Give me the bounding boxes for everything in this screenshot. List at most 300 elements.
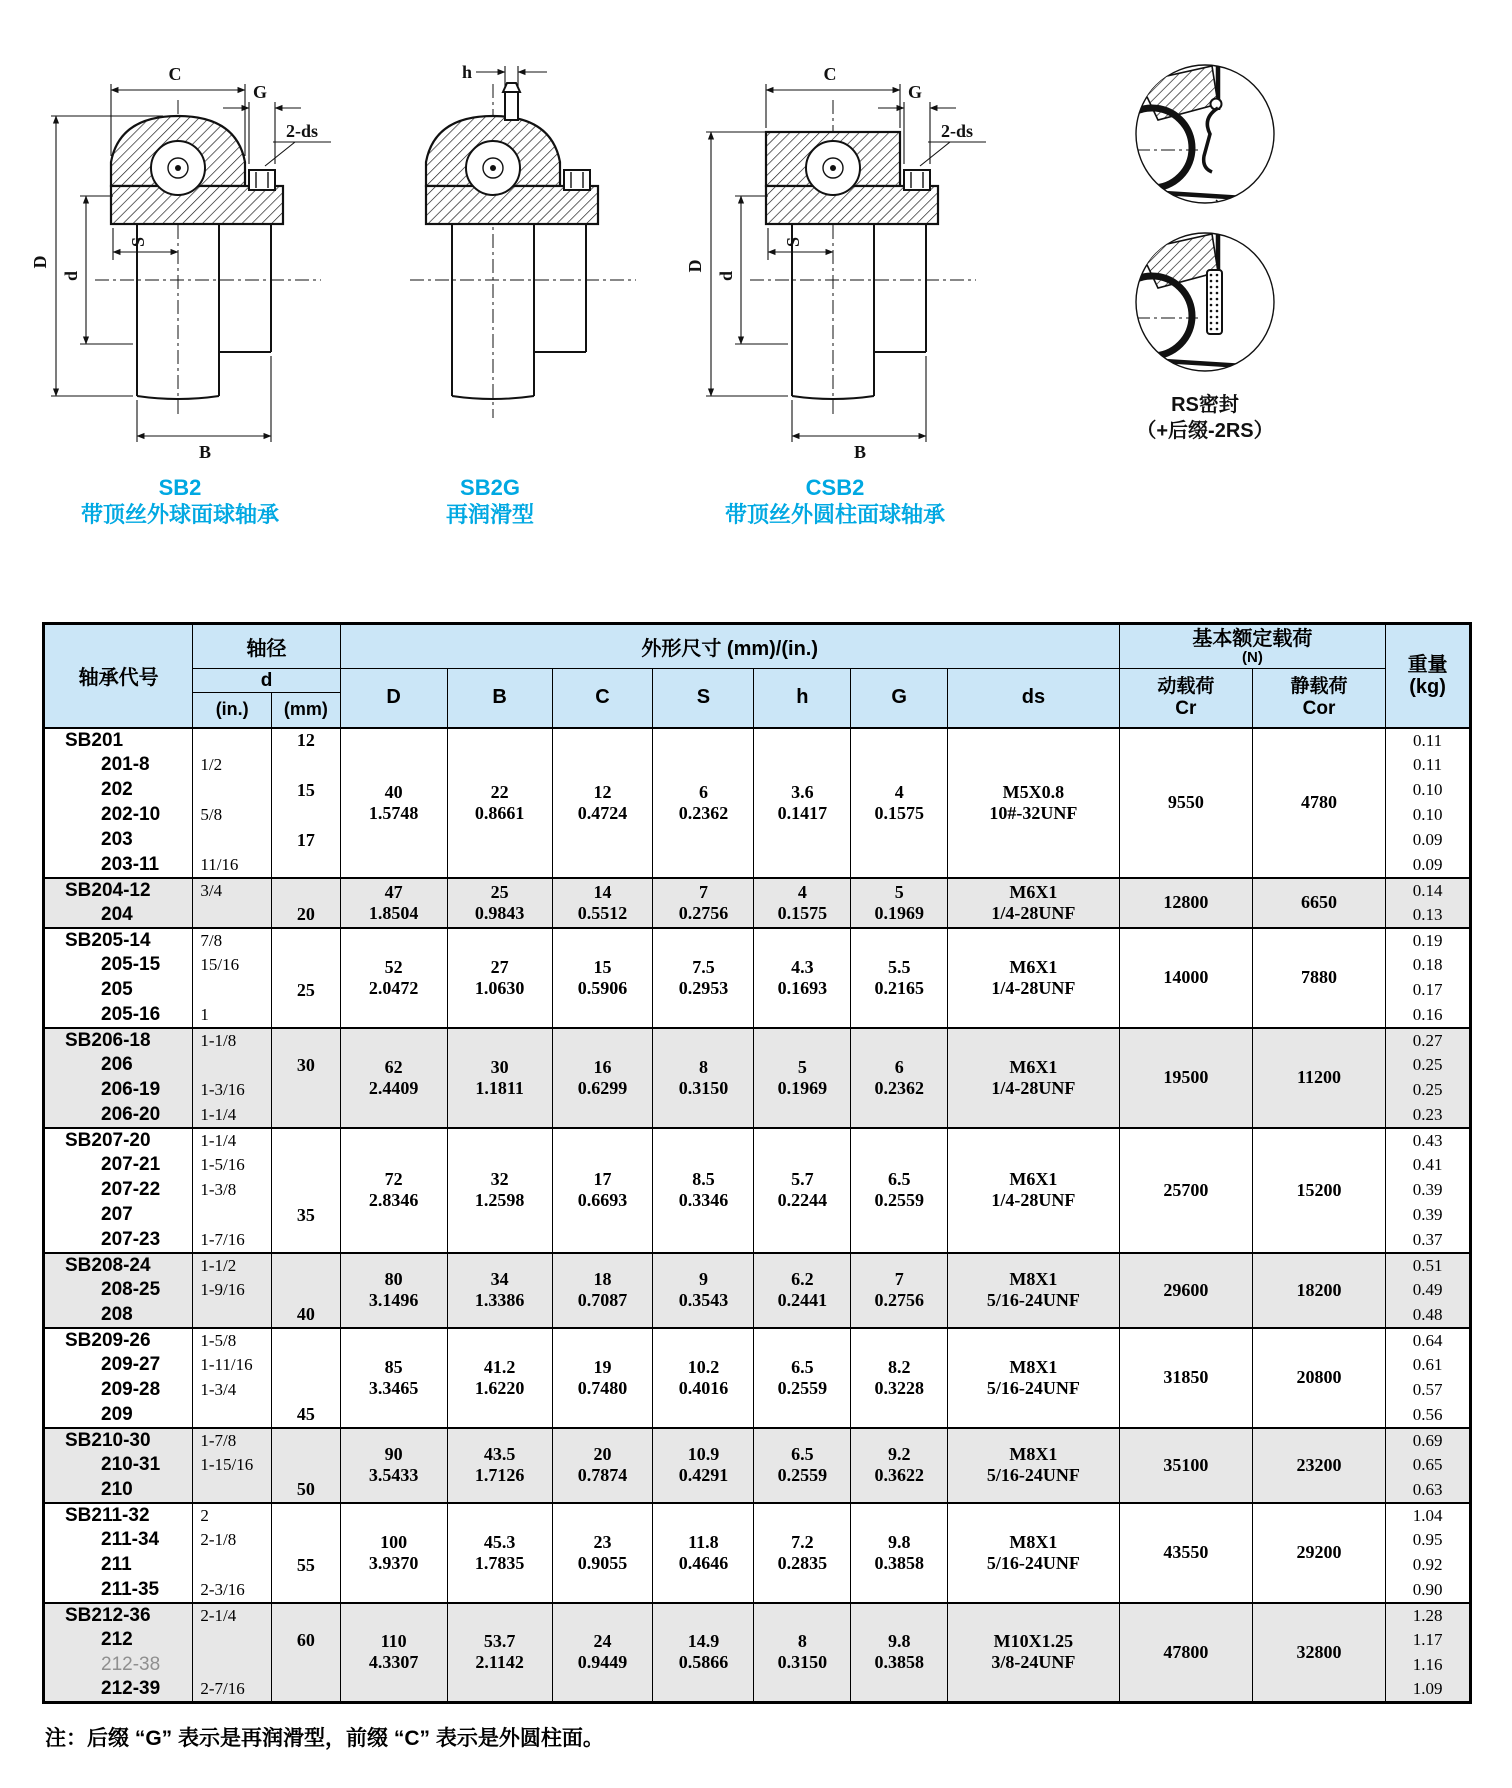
weight-cell: 0.43 [1386,1128,1471,1153]
weight-cell: 0.39 [1386,1203,1471,1228]
dim-S-cell: 7.5 0.2953 [653,928,754,1028]
shaft-dia-in-cell [193,1403,272,1428]
shaft-dia-in-cell: 3/4 [193,878,272,903]
shaft-dia-mm-cell: 12 [272,728,341,753]
shaft-dia-in-cell [193,778,272,803]
shaft-dia-mm-cell [272,1328,341,1353]
bearing-code-cell: 207-22 [44,1178,193,1203]
spec-table-body [44,728,1471,1703]
dynamic-load-cell: 14000 [1119,928,1252,1028]
bearing-code-cell: 210 [44,1478,193,1503]
dim-G-cell: 6 0.2362 [851,1028,948,1128]
bearing-code-cell: 201-8 [44,753,193,778]
table-row [44,1128,1471,1153]
shaft-dia-in-cell: 2 [193,1503,272,1528]
static-load-cell: 7880 [1252,928,1385,1028]
weight-cell: 1.17 [1386,1628,1471,1653]
shaft-dia-mm-cell [272,953,341,978]
figure-sb2g [340,44,640,528]
weight-cell: 0.10 [1386,778,1471,803]
dim-B-cell: 43.5 1.7126 [447,1428,552,1503]
weight-cell: 0.10 [1386,803,1471,828]
dynamic-load-cell: 25700 [1119,1128,1252,1253]
shaft-dia-mm-cell [272,1228,341,1253]
col-header-C: C [552,669,653,728]
grease-fitting [505,92,518,120]
shaft-dia-in-cell [193,1053,272,1078]
weight-cell: 0.92 [1386,1553,1471,1578]
table-row [44,1603,1471,1628]
dim-G-cell: 7 0.2756 [851,1253,948,1328]
dim-B-cell: 25 0.9843 [447,878,552,928]
dim-D-cell: 47 1.8504 [340,878,447,928]
dim-D-cell: 72 2.8346 [340,1128,447,1253]
weight-cell: 0.11 [1386,753,1471,778]
dim-label-D: D [30,255,50,269]
static-load-cell: 18200 [1252,1253,1385,1328]
shaft-dia-mm-cell: 17 [272,828,341,853]
bearing-code-cell: 208 [44,1303,193,1328]
shaft-dia-in-cell: 2-3/16 [193,1578,272,1603]
shaft-dia-mm-cell [272,1653,341,1678]
shaft-dia-in-cell: 1-1/2 [193,1253,272,1278]
dim-S-cell: 10.2 0.4016 [653,1328,754,1428]
weight-cell: 0.48 [1386,1303,1471,1328]
static-load-cell: 4780 [1252,728,1385,878]
shaft-dia-in-cell: 1-3/8 [193,1178,272,1203]
dim-S-cell: 9 0.3543 [653,1253,754,1328]
dim-G-cell: 9.8 0.3858 [851,1603,948,1703]
dynamic-load-cell: 12800 [1119,878,1252,928]
footnote: 注：后缀 “G” 表示是再润滑型，前缀 “C” 表示是外圆柱面。 [45,1727,604,1750]
dim-h-cell: 7.2 0.2835 [754,1503,851,1603]
bearing-code-cell: SB209-26 [44,1328,193,1353]
bearing-code-cell: 209-28 [44,1378,193,1403]
bearing-code-cell: 206-19 [44,1078,193,1103]
dim-C-cell: 23 0.9055 [552,1503,653,1603]
shaft-dia-in-cell: 2-7/16 [193,1678,272,1703]
rs-lip-seal-profile [1204,108,1218,172]
weight-cell: 0.27 [1386,1028,1471,1053]
dim-B-cell: 34 1.3386 [447,1253,552,1328]
dim-ds-cell: M8X1 5/16-24UNF [948,1328,1120,1428]
weight-cell: 1.04 [1386,1503,1471,1528]
shaft-dia-in-cell: 7/8 [193,928,272,953]
dynamic-load-cell: 9550 [1119,728,1252,878]
dim-G-cell: 9.2 0.3622 [851,1428,948,1503]
bearing-code-cell: 210-31 [44,1453,193,1478]
shaft-dia-in-cell: 1-3/4 [193,1378,272,1403]
dim-label-G: G [907,82,923,102]
dim-label-C: C [823,64,837,84]
bearing-code-cell: SB207-20 [44,1128,193,1153]
col-header-dynamic-load [1119,669,1252,728]
shaft-dia-in-cell: 1-9/16 [193,1278,272,1303]
shaft-dia-in-cell [193,728,272,753]
shaft-dia-mm-cell: 35 [272,1203,341,1228]
table-row [44,1028,1471,1053]
dim-label-G: G [252,82,268,102]
inner-ring [111,186,283,224]
dim-S-cell: 10.9 0.4291 [653,1428,754,1503]
shaft-dia-mm-cell [272,1378,341,1403]
bearing-code-cell: SB206-18 [44,1028,193,1053]
dynamic-load-cell: 19500 [1119,1028,1252,1128]
shaft-dia-in-cell: 1-7/8 [193,1428,272,1453]
col-header-dimensions: 外形尺寸 (mm)/(in.) [340,624,1119,669]
shaft-dia-in-cell [193,1553,272,1578]
col-header-S: S [653,669,754,728]
shaft-dia-mm-cell [272,803,341,828]
dynamic-load-cell: 29600 [1119,1253,1252,1328]
dim-h-cell: 8 0.3150 [754,1603,851,1703]
dim-h-cell: 5 0.1969 [754,1028,851,1128]
shaft-dia-mm-cell: 20 [272,903,341,928]
col-header-bearing-code: 轴承代号 [44,624,193,728]
shaft-dia-in-cell: 11/16 [193,853,272,878]
weight-cell: 0.63 [1386,1478,1471,1503]
table-row [44,1503,1471,1528]
shaft-dia-in-cell: 1 [193,1003,272,1028]
weight-cell: 0.18 [1386,953,1471,978]
shaft-dia-in-cell [193,978,272,1003]
shaft-dia-mm-cell [272,753,341,778]
shaft-dia-in-cell: 2-1/4 [193,1603,272,1628]
shaft-dia-in-cell [193,1478,272,1503]
dim-S-cell: 11.8 0.4646 [653,1503,754,1603]
bearing-code-cell: SB210-30 [44,1428,193,1453]
dim-label-S: S [128,236,148,248]
load-unit-label: (N) [1242,648,1263,666]
dim-label-S: S [783,236,803,248]
bearing-type-name: 带顶丝外圆柱面球轴承 [724,502,945,527]
bearing-code-cell: 209 [44,1403,193,1428]
dim-D-cell: 90 3.5433 [340,1428,447,1503]
shaft-dia-in-cell [193,1303,272,1328]
dim-G-cell: 6.5 0.2559 [851,1128,948,1253]
shaft-dia-mm-cell [272,1528,341,1553]
dynamic-load-cell: 43550 [1119,1503,1252,1603]
dim-ds-cell: M8X1 5/16-24UNF [948,1253,1120,1328]
weight-cell: 1.09 [1386,1678,1471,1703]
dim-B-cell: 53.7 2.1142 [447,1603,552,1703]
weight-cell: 0.49 [1386,1278,1471,1303]
dim-h-cell: 6.5 0.2559 [754,1428,851,1503]
dim-D-cell: 40 1.5748 [340,728,447,878]
shaft-dia-in-cell: 1-3/16 [193,1078,272,1103]
cr-name-label: 动载荷 [1157,675,1215,697]
weight-cell: 0.09 [1386,828,1471,853]
shaft-dia-mm-cell [272,1603,341,1628]
shaft-dia-mm-cell [272,1028,341,1053]
dim-label-C: C [168,64,182,84]
weight-label: 重量 [1407,653,1448,676]
dim-h-cell: 6.2 0.2441 [754,1253,851,1328]
dim-G-cell: 5.5 0.2165 [851,928,948,1028]
col-header-B: B [447,669,552,728]
bearing-code-cell: 207-23 [44,1228,193,1253]
dynamic-load-cell: 47800 [1119,1603,1252,1703]
weight-cell: 1.28 [1386,1603,1471,1628]
shaft-dia-mm-cell: 50 [272,1478,341,1503]
table-row [44,1253,1471,1278]
seal-caption [1040,392,1370,444]
static-load-cell: 11200 [1252,1028,1385,1128]
dim-C-cell: 15 0.5906 [552,928,653,1028]
dim-G-cell: 9.8 0.3858 [851,1503,948,1603]
shaft-dia-mm-cell [272,1578,341,1603]
dim-S-cell: 7 0.2756 [653,878,754,928]
bearing-code-cell: 203 [44,828,193,853]
shaft-dia-in-cell: 1-5/16 [193,1153,272,1178]
shaft-dia-mm-cell [272,853,341,878]
dim-h-cell: 4.3 0.1693 [754,928,851,1028]
dim-h-cell: 5.7 0.2244 [754,1128,851,1253]
seal-detail-figure [1040,44,1370,444]
weight-cell: 0.39 [1386,1178,1471,1203]
bearing-code-cell: 204 [44,903,193,928]
shaft-dia-in-cell [193,828,272,853]
bearing-code-cell: SB212-36 [44,1603,193,1628]
weight-cell: 0.51 [1386,1253,1471,1278]
dim-label-D: D [685,259,705,273]
table-row [44,1328,1471,1353]
figure-csb2 [670,44,1000,528]
col-header-d-in: (in.) [193,693,272,728]
bearing-type-code: SB2G [460,475,520,500]
weight-cell: 0.90 [1386,1578,1471,1603]
set-screw [904,170,930,190]
dim-C-cell: 12 0.4724 [552,728,653,878]
shaft-dia-in-cell: 15/16 [193,953,272,978]
dim-S-cell: 14.9 0.5866 [653,1603,754,1703]
table-row [44,878,1471,903]
shaft-dia-mm-cell [272,878,341,903]
dim-ds-cell: M8X1 5/16-24UNF [948,1428,1120,1503]
static-load-cell: 6650 [1252,878,1385,928]
shaft-dia-mm-cell [272,1503,341,1528]
shaft-dia-in-cell: 1-1/4 [193,1103,272,1128]
set-screw [564,170,590,190]
dim-h-cell: 4 0.1575 [754,878,851,928]
weight-cell: 0.25 [1386,1053,1471,1078]
bearing-code-cell: 212-38 [44,1653,193,1678]
bearing-code-cell: 207-21 [44,1153,193,1178]
bearing-code-cell: 212-39 [44,1678,193,1703]
col-header-shaft-dia: 轴径 [193,624,340,669]
inner-ring [766,186,938,224]
dim-h-cell: 6.5 0.2559 [754,1328,851,1428]
shaft-dia-in-cell [193,1203,272,1228]
dim-D-cell: 85 3.3465 [340,1328,447,1428]
dim-label-B: B [198,442,212,462]
dim-D-cell: 62 2.4409 [340,1028,447,1128]
dim-B-cell: 32 1.2598 [447,1128,552,1253]
col-header-weight [1386,624,1471,728]
weight-cell: 0.14 [1386,878,1471,903]
set-screw [249,170,275,190]
shaft-dia-in-cell: 1-1/8 [193,1028,272,1053]
shaft-dia-mm-cell [272,1453,341,1478]
dim-label-h: h [461,62,473,82]
bearing-code-cell: 202 [44,778,193,803]
seal-caption-line1: RS密封 [1171,394,1239,416]
col-header-ds: ds [948,669,1120,728]
bearing-code-cell: 206-20 [44,1103,193,1128]
dynamic-load-cell: 31850 [1119,1328,1252,1428]
bearing-code-cell: 211-35 [44,1578,193,1603]
shaft-dia-mm-cell [272,1078,341,1103]
dim-label-2ds: 2-ds [940,121,974,141]
shaft-dia-mm-cell [272,1178,341,1203]
shaft-dia-mm-cell [272,1678,341,1703]
shaft-dia-in-cell: 1-15/16 [193,1453,272,1478]
col-header-G: G [851,669,948,728]
dim-label-d: d [61,270,81,282]
dynamic-load-cell: 35100 [1119,1428,1252,1503]
bearing-spec-table [42,622,1472,1704]
dim-C-cell: 19 0.7480 [552,1328,653,1428]
bearing-code-cell: 206 [44,1053,193,1078]
col-header-load-rating [1119,624,1385,669]
figure-sb2 [20,44,340,528]
shaft-dia-mm-cell [272,1128,341,1153]
dim-S-cell: 8 0.3150 [653,1028,754,1128]
csb2-cross-section-drawing [680,44,990,464]
dim-C-cell: 20 0.7874 [552,1428,653,1503]
shaft-dia-mm-cell: 60 [272,1628,341,1653]
static-load-cell: 23200 [1252,1428,1385,1503]
shaft-dia-in-cell: 1-5/8 [193,1328,272,1353]
weight-cell: 0.41 [1386,1153,1471,1178]
weight-cell: 0.65 [1386,1453,1471,1478]
shaft-dia-mm-cell [272,1278,341,1303]
figure-caption-sb2 [20,474,340,528]
dim-C-cell: 24 0.9449 [552,1603,653,1703]
bearing-code-cell: 205-16 [44,1003,193,1028]
dim-D-cell: 80 3.1496 [340,1253,447,1328]
table-header [44,624,1471,728]
shaft-dia-in-cell: 1-11/16 [193,1353,272,1378]
figure-caption-sb2g [340,474,640,528]
bearing-code-cell: SB205-14 [44,928,193,953]
bearing-type-code: CSB2 [805,475,865,500]
col-header-d-mm: (mm) [272,693,341,728]
col-header-static-load [1252,669,1385,728]
dim-C-cell: 14 0.5512 [552,878,653,928]
sb2-cross-section-drawing [25,44,335,464]
static-load-cell: 32800 [1252,1603,1385,1703]
bearing-type-code: SB2 [158,475,202,500]
figure-caption-csb2 [670,474,1000,528]
dim-ds-cell: M8X1 5/16-24UNF [948,1503,1120,1603]
dim-S-cell: 8.5 0.3346 [653,1128,754,1253]
dim-B-cell: 45.3 1.7835 [447,1503,552,1603]
shaft-dia-in-cell [193,1653,272,1678]
shaft-dia-mm-cell: 30 [272,1053,341,1078]
dim-G-cell: 5 0.1969 [851,878,948,928]
shaft-dia-mm-cell: 55 [272,1553,341,1578]
dim-D-cell: 100 3.9370 [340,1503,447,1603]
dim-D-cell: 110 4.3307 [340,1603,447,1703]
dim-G-cell: 8.2 0.3228 [851,1328,948,1428]
cr-symbol-label: Cr [1175,697,1197,719]
bearing-code-cell: 209-27 [44,1353,193,1378]
bearing-code-cell: 202-10 [44,803,193,828]
bearing-code-cell: 212 [44,1628,193,1653]
table-row [44,1428,1471,1453]
dim-label-2ds: 2-ds [285,121,319,141]
dim-C-cell: 18 0.7087 [552,1253,653,1328]
bearing-code-cell: 205-15 [44,953,193,978]
weight-cell: 0.09 [1386,853,1471,878]
weight-cell: 0.16 [1386,1003,1471,1028]
dim-B-cell: 22 0.8661 [447,728,552,878]
dim-label-B: B [853,442,867,462]
weight-cell: 0.19 [1386,928,1471,953]
shaft-dia-mm-cell [272,928,341,953]
dim-label-d: d [716,270,736,282]
sb2g-cross-section-drawing [340,44,650,464]
shaft-dia-mm-cell [272,1103,341,1128]
dim-ds-cell: M5X0.8 10#-32UNF [948,728,1120,878]
bearing-code-cell: 211-34 [44,1528,193,1553]
bearing-code-cell: 203-11 [44,853,193,878]
dim-B-cell: 41.2 1.6220 [447,1328,552,1428]
col-header-D: D [340,669,447,728]
load-group-label: 基本额定载荷 [1192,627,1313,650]
dim-C-cell: 17 0.6693 [552,1128,653,1253]
2rs-seal-profile [1207,270,1222,334]
bearing-code-cell: SB204-12 [44,878,193,903]
shaft-dia-in-cell: 1-7/16 [193,1228,272,1253]
shaft-dia-mm-cell [272,1253,341,1278]
cor-symbol-label: Cor [1302,697,1336,719]
bearing-code-cell: SB211-32 [44,1503,193,1528]
table-row [44,728,1471,753]
seal-detail-drawing [1040,44,1370,384]
shaft-dia-mm-cell [272,1153,341,1178]
bearing-code-cell: 208-25 [44,1278,193,1303]
weight-cell: 0.57 [1386,1378,1471,1403]
dim-G-cell: 4 0.1575 [851,728,948,878]
shaft-dia-mm-cell [272,1003,341,1028]
shaft-dia-in-cell: 5/8 [193,803,272,828]
bearing-code-cell: SB208-24 [44,1253,193,1278]
bearing-code-cell: 207 [44,1203,193,1228]
weight-cell: 0.64 [1386,1328,1471,1353]
weight-cell: 0.56 [1386,1403,1471,1428]
dim-D-cell: 52 2.0472 [340,928,447,1028]
bearing-code-cell: 205 [44,978,193,1003]
dim-ds-cell: M6X1 1/4-28UNF [948,1128,1120,1253]
shaft-dia-mm-cell [272,1353,341,1378]
shaft-dia-mm-cell: 45 [272,1403,341,1428]
dim-ds-cell: M6X1 1/4-28UNF [948,1028,1120,1128]
weight-cell: 0.61 [1386,1353,1471,1378]
dim-ds-cell: M6X1 1/4-28UNF [948,878,1120,928]
shaft-dia-in-cell [193,903,272,928]
col-header-d: d [193,669,340,693]
static-load-cell: 20800 [1252,1328,1385,1428]
bearing-code-cell: 211 [44,1553,193,1578]
shaft-dia-mm-cell: 40 [272,1303,341,1328]
seal-caption-line2: （+后缀-2RS） [1136,420,1274,442]
weight-cell: 1.16 [1386,1653,1471,1678]
dim-ds-cell: M6X1 1/4-28UNF [948,928,1120,1028]
shaft-dia-mm-cell: 15 [272,778,341,803]
cor-name-label: 静载荷 [1290,675,1348,697]
